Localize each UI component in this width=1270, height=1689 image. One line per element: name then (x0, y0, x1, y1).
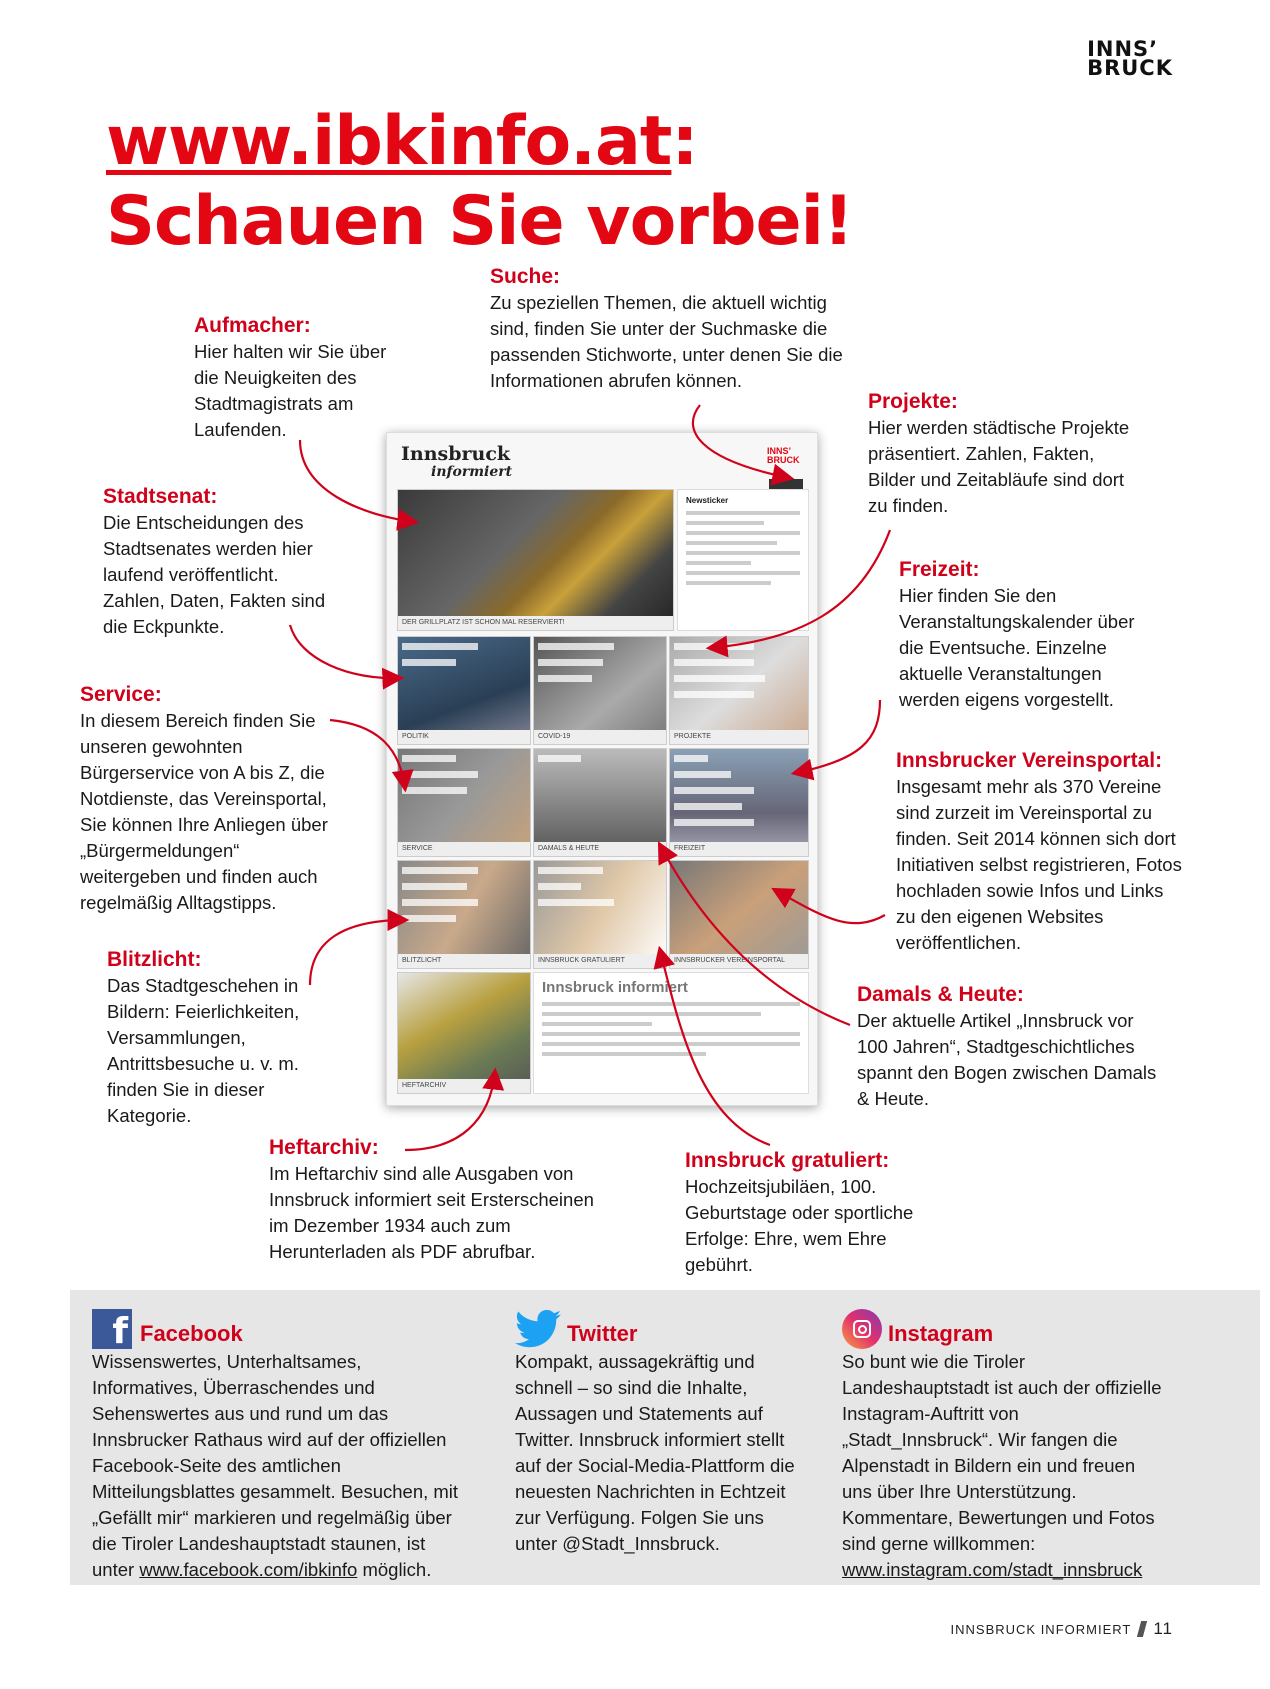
block-text: Hier finden Sie den Veranstaltungskalender über die Eventsuche. Einzelne aktuelle Veranstaltungen werden eigens vorgestellt. (899, 585, 1135, 710)
hero-caption: DER GRILLPLATZ IST SCHON MAL RESERVIERT! (398, 616, 673, 630)
tile-vereinsportal[interactable]: INNSBRUCKER VEREINSPORTAL (669, 860, 809, 969)
tile-covid[interactable]: COVID-19 (533, 636, 667, 745)
block-title: Heftarchiv: (269, 1136, 379, 1159)
arrow-blitzlicht (310, 920, 405, 985)
mockup-title: Innsbruck informiert (401, 443, 513, 480)
facebook-link[interactable]: www.facebook.com/ibkinfo (139, 1559, 358, 1580)
block-text: Die Entscheidungen des Stadtsenates werden hier laufend veröffentlicht. Zahlen, Daten, Fakten sind die Eckpunkte. (103, 512, 326, 637)
facebook-text: Wissenswertes, Unterhaltsames, Informatives, Überraschendes und Sehenswertes aus und rund um das Innsbrucker Rathaus wird auf der offiziellen Facebook-Seite des amtlichen Mitteilungsblattes gesammelt. Besuchen, mit „Gefällt mir“ markieren und regelmäßig über die Tiroler Landeshauptstadt staunen, ist unter (92, 1351, 459, 1580)
arrow-projekte (710, 530, 890, 648)
block-text: Das Stadtgeschehen in Bildern: Feierlichkeiten, Versammlungen, Antrittsbesuche u. v. m. finden Sie in dieser Kategorie. (107, 975, 300, 1126)
block-title: Projekte: (868, 390, 958, 413)
tile-freizeit[interactable]: FREIZEIT (669, 748, 809, 857)
instagram-text: So bunt wie die Tiroler Landeshauptstadt ist auch der offizielle Instagram-Auftritt von „Stadt_Innsbruck“. Wir fangen die Alpenstadt in Bildern ein und freuen uns über Ihre Unterstützung. Kommentare, Bewertungen und Fotos sind gerne willkommen: (842, 1351, 1162, 1554)
facebook-icon[interactable]: f (92, 1309, 132, 1349)
logo-line2: BRUCK (1087, 56, 1173, 80)
tile-service[interactable]: SERVICE (397, 748, 531, 857)
block-text: Der aktuelle Artikel „Innsbruck vor 100 Jahren“, Stadtgeschichtliches spannt den Bogen zwischen Damals & Heute. (857, 1010, 1157, 1109)
arrow-gratuliert (660, 950, 770, 1145)
page-number: 11 (1153, 1619, 1173, 1638)
arrow-damals (660, 845, 850, 1025)
facebook-title: Facebook (140, 1321, 243, 1346)
block-title: Freizeit: (899, 558, 980, 581)
block-title: Innsbruck gratuliert: (685, 1149, 890, 1172)
headline-url-link[interactable]: www.ibkinfo.at (106, 102, 672, 181)
social-facebook (92, 1305, 472, 1583)
arrow-suche (693, 405, 790, 478)
headline-colon: : (671, 102, 698, 181)
block-text: Hier halten wir Sie über die Neuigkeiten des Stadtmagistrats am Laufenden. (194, 341, 387, 440)
footer-label: INNSBRUCK INFORMIERT (950, 1622, 1132, 1637)
facebook-after: möglich. (357, 1559, 432, 1580)
block-title: Damals & Heute: (857, 983, 1024, 1006)
arrow-stadtsenat (290, 625, 400, 678)
headline-line2: Schauen Sie vorbei! (106, 182, 853, 261)
block-text: Im Heftarchiv sind alle Ausgaben von Innsbruck informiert seit Ersterscheinen im Dezember 1934 auch zum Herunterladen als PDF abrufbar. (269, 1163, 594, 1262)
twitter-title: Twitter (567, 1321, 638, 1346)
logo-line1: INNS’ (1087, 37, 1159, 61)
block-text: Insgesamt mehr als 370 Vereine sind zurzeit im Vereinsportal zu finden. Seit 2014 können sich dort Initiativen selbst registrieren, Fotos hochladen sowie Infos und Links zu den eigenen Websites veröffentlichen. (896, 776, 1182, 953)
block-title: Service: (80, 683, 162, 706)
arrow-aufmacher (300, 440, 415, 522)
block-title: Suche: (490, 265, 561, 288)
block-text: Hier werden städtische Projekte präsentiert. Zahlen, Fakten, Bilder und Zeitabläufe sind dort zu finden. (868, 417, 1130, 516)
block-title: Blitzlicht: (107, 948, 202, 971)
twitter-icon[interactable] (515, 1309, 561, 1349)
tile-heftarchiv[interactable]: HEFTARCHIV (397, 972, 531, 1094)
twitter-text: Kompakt, aussagekräftig und schnell – so sind die Inhalte, Aussagen und Statements auf Twitter. Innsbruck informiert stellt auf der Social-Media-Plattform die neuesten Nachrichten in Echtzeit zur Verfügung. Folgen Sie uns unter @Stadt_Innsbruck. (515, 1351, 795, 1554)
arrow-freizeit (795, 700, 880, 773)
mockup-logo: INNS’ BRUCK (767, 446, 800, 465)
info-title: Innsbruck informiert (542, 979, 688, 996)
tile-projekte[interactable]: PROJEKTE (669, 636, 809, 745)
tile-damals-heute[interactable]: DAMALS & HEUTE (533, 748, 667, 857)
tile-blitzlicht[interactable]: BLITZLICHT (397, 860, 531, 969)
block-title: Innsbrucker Vereinsportal: (896, 749, 1163, 772)
block-text: Hochzeitsjubiläen, 100. Geburtstage oder sportliche Erfolge: Ehre, wem Ehre gebührt. (685, 1176, 914, 1275)
block-text: Zu speziellen Themen, die aktuell wichtig sind, finden Sie unter der Suchmaske die passenden Stichworte, unter denen Sie die Informationen abrufen können. (490, 292, 843, 391)
arrow-vereinsportal (775, 890, 885, 923)
page-footer (951, 1619, 1173, 1639)
instagram-link[interactable]: www.instagram.com/stadt_innsbruck (842, 1559, 1143, 1580)
arrow-service (330, 720, 405, 788)
block-title: Stadtsenat: (103, 485, 218, 508)
footer-divider (1137, 1621, 1147, 1637)
social-instagram (842, 1305, 1162, 1583)
tile-gratuliert[interactable]: INNSBRUCK GRATULIERT (533, 860, 667, 969)
arrow-heftarchiv (405, 1072, 495, 1150)
tile-politik[interactable]: POLITIK (397, 636, 531, 745)
block-title: Aufmacher: (194, 314, 311, 337)
instagram-icon[interactable] (842, 1309, 882, 1349)
instagram-title: Instagram (888, 1321, 994, 1346)
block-text: In diesem Bereich finden Sie unseren gewohnten Bürgerservice von A bis Z, die Notdienste, das Vereinsportal, Sie können Ihre Anliegen über „Bürgermeldungen“ weitergeben und finden auch regelmäßig Alltagstipps. (80, 710, 328, 913)
mockup-subtitle: informiert (431, 464, 513, 480)
social-twitter (515, 1305, 810, 1557)
newsticker-title: Newsticker (686, 496, 729, 505)
